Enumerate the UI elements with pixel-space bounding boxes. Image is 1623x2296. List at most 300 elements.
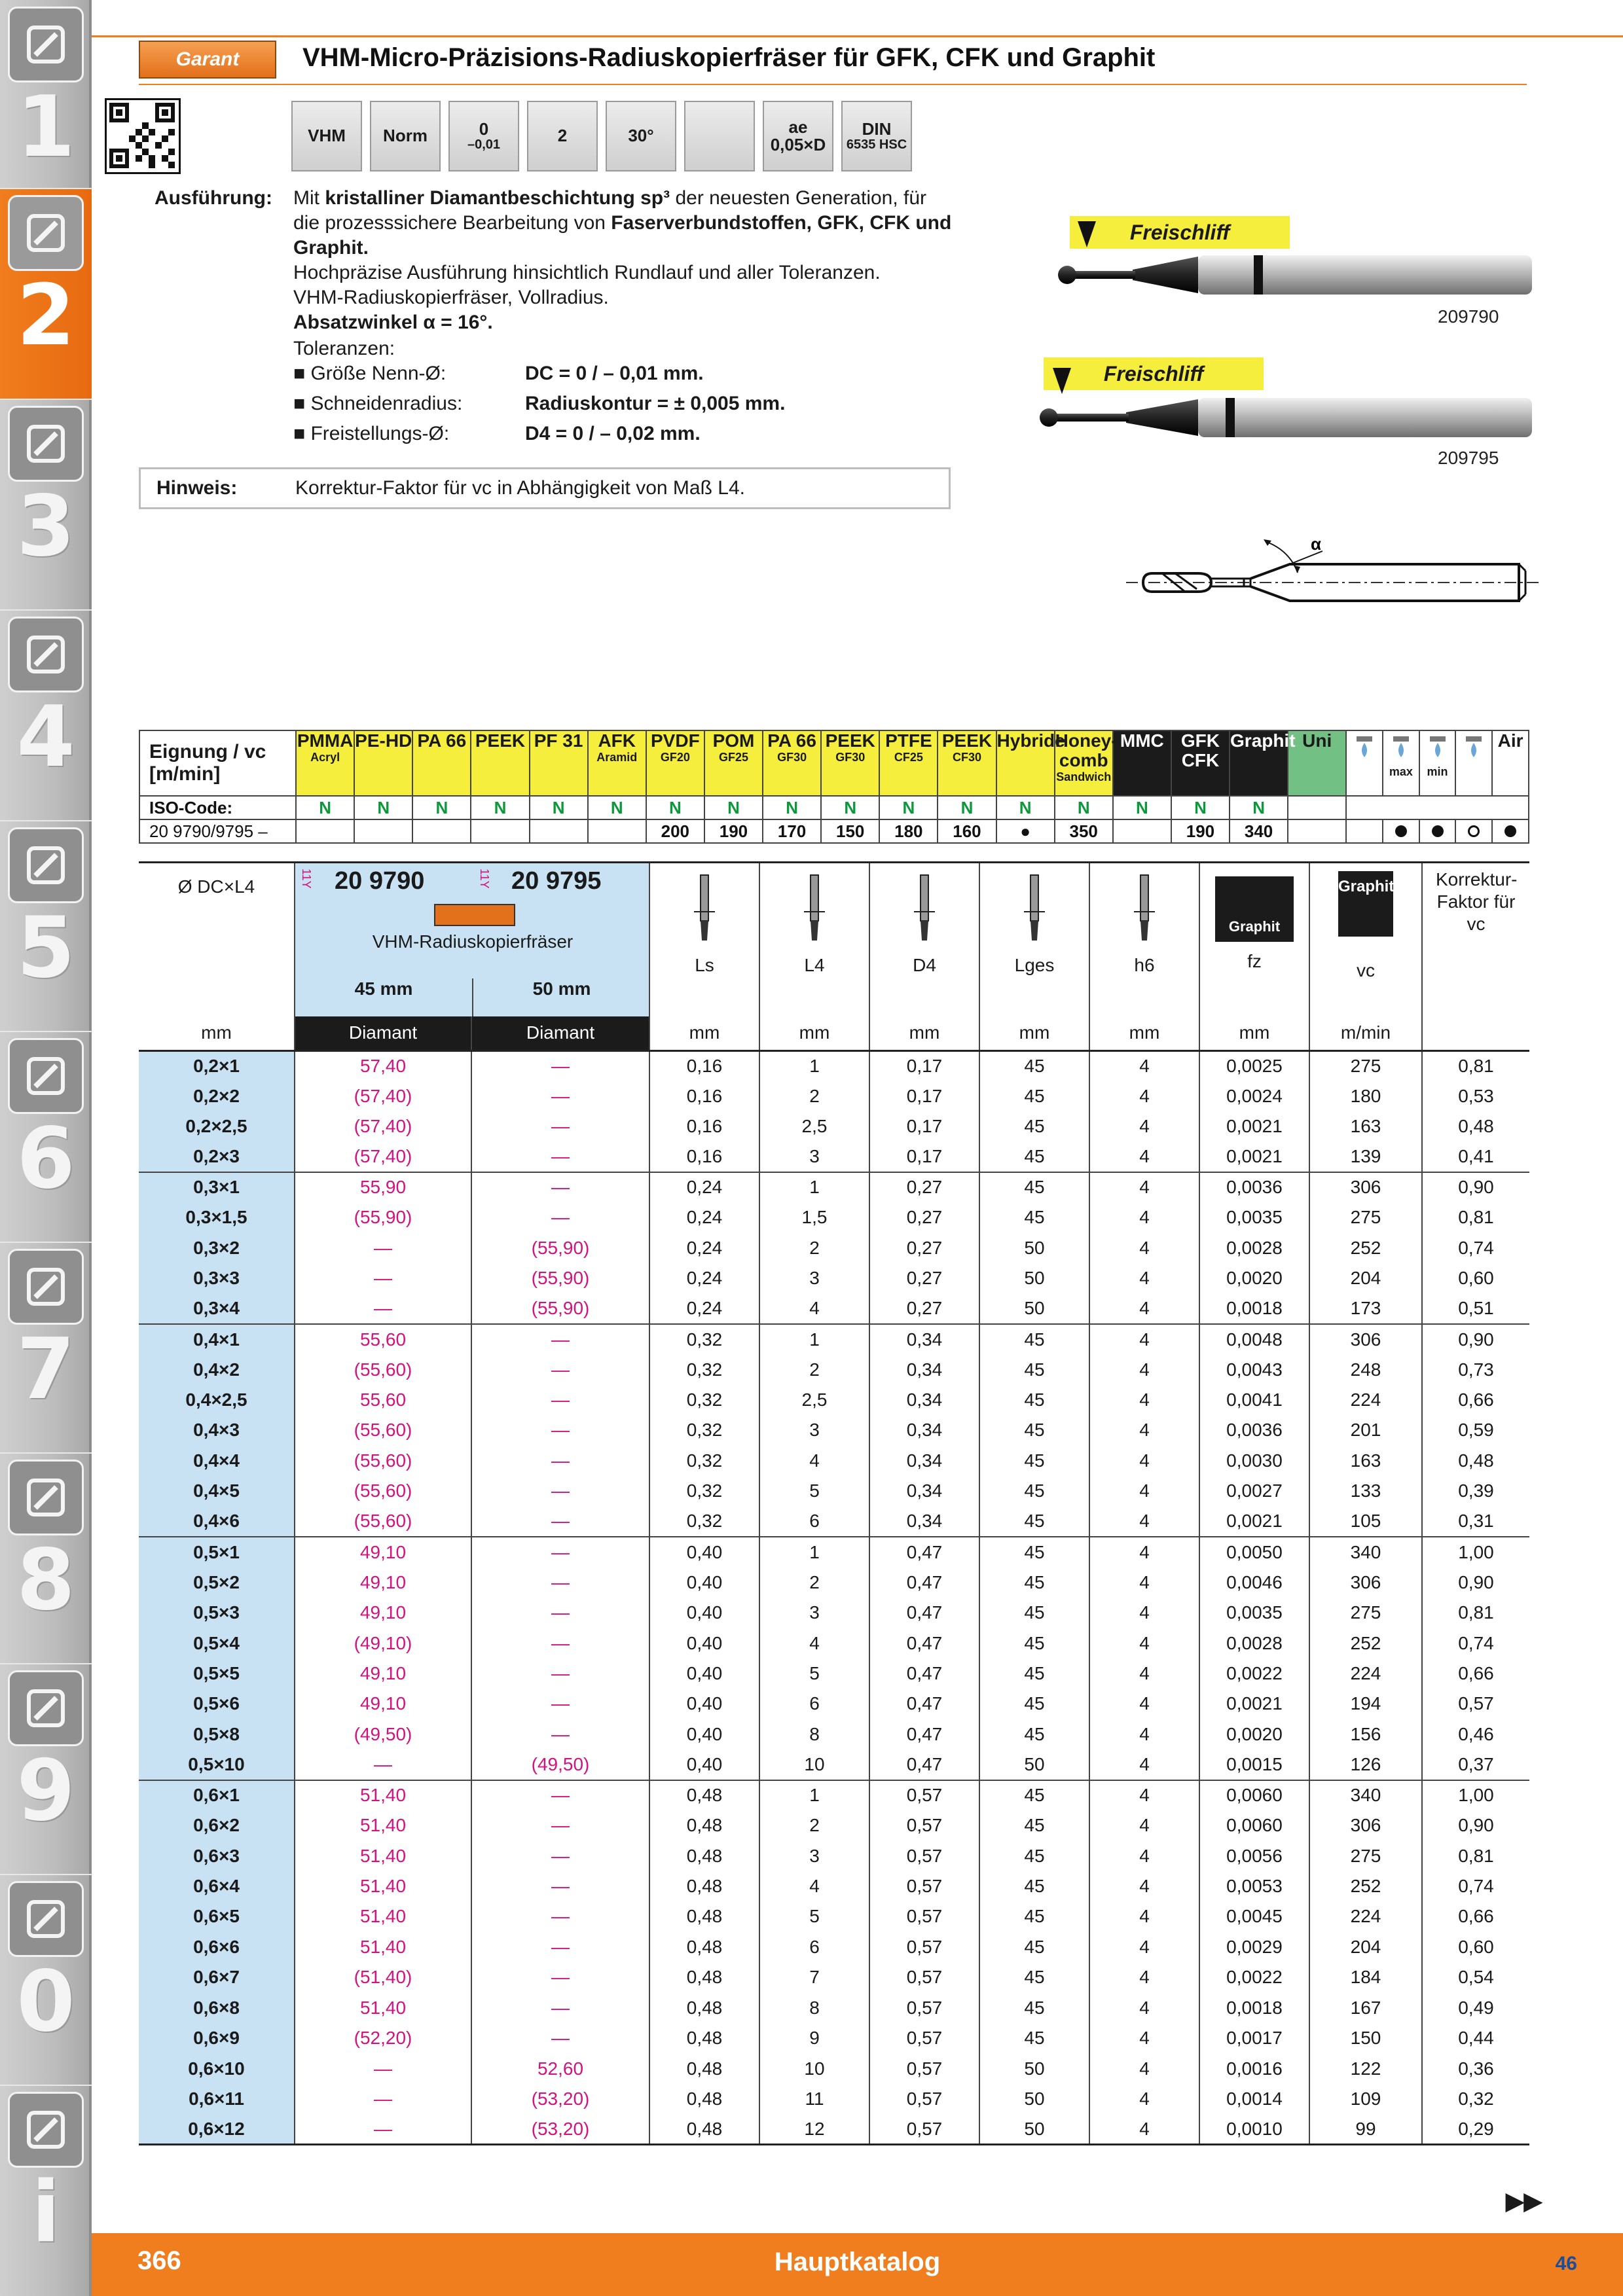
value-cell: 2 — [759, 1567, 869, 1597]
iso-code-cell: N — [938, 796, 996, 819]
value-cell: 4 — [1089, 1689, 1199, 1719]
product-table: Ø DC×L4 11Y 20 9790 11Y 20 9795 VHM-Radiuskopierfräser 45 mm 50 mm Ls L4 D4 Lges h6 Graphit fz Graphit vc Korrektur-Faktor für vc mm Diamant Diamant mm mm mm mm mm mm m/min 0,2×1 57,40 — 0,16 1 0,17 45 4 0,0025 275 0,81 0,2×2 (57,40) — 0,16 2 0,17 45 4 0,0024 180 0,53 0,2×2,5 (57,40) — 0,16 2,5 0,17 45 4 0,0021 163 0,48 0,2×3 (57,40) — 0,16 3 0,17 45 4 0,0021 139 0,41 0,3×1 55,90 — 0,24 1 0,27 45 4 0,0036 306 0,90 0,3×1,5 (55,90) — 0,24 1,5 0,27 45 4 0,0035 275 0,81 0,3×2 — (55,90) 0,24 2 0,27 50 4 0,0028 252 0,74 0,3×3 — (55,90) 0,24 3 0,27 50 4 0,0020 204 0,60 0,3×4 — (55,90) 0,24 4 0,27 50 4 0,0018 173 0,51 0,4×1 55,60 — 0,32 1 0,34 45 4 0,0048 306 0,90 0,4×2 (55,60) — 0,32 2 0,34 45 4 0,0043 248 0,73 0,4×2,5 55,60 — 0,32 2,5 0,34 45 4 0,0041 224 0,66 0,4×3 (55,60) — 0,32 3 0,34 45 4 0,0036 201 0,59 0,4×4 (55,60) — 0,32 4 0,34 45 4 0,0030 163 0,48 0,4×5 (55,60) — 0,32 5 0,34 45 4 0,0027 133 0,39 0,4×6 (55,60) — 0,32 6 0,34 45 4 0,0021 105 0,31 0,5×1 49,10 — 0,40 1 0,47 45 4 0,0050 340 1,00 0,5×2 49,10 — 0,40 2 0,47 45 4 0,0046 306 0,90 0,5×3 49,10 — 0,40 3 0,47 45 4 0,0035 275 0,81 0,5×4 (49,10) — 0,40 4 0,47 45 4 0,0028 252 0,74 0,5×5 49,10 — 0,40 5 0,47 45 4 0,0022 224 0,66 0,5×6 49,10 — 0,40 6 0,47 45 4 0,0021 194 0,57 0,5×8 (49,50) — 0,40 8 0,47 45 4 0,0020 156 0,46 0,5×10 — (49,50) 0,40 10 0,47 50 4 0,0015 126 0,37 0,6×1 51,40 — 0,48 1 0,57 45 4 0,0060 340 1,00 0,6×2 51,40 — 0,48 2 0,57 45 4 0,0060 306 0,90 0,6×3 51,40 — 0,48 3 0,57 45 4 0,0056 275 0,81 0,6×4 51,40 — 0,48 4 0,57 45 4 0,0053 252 0,74 0,6×5 51,40 — 0,48 5 0,57 45 4 0,0045 224 0,66 0,6×6 51,40 — 0,48 6 0,57 45 4 0,0029 204 0,60 0,6×7 (51,40) — 0,48 7 0,57 45 4 0,0022 184 0,54 0,6×8 51,40 — 0,48 8 0,57 45 4 0,0018 167 0,49 0,6×9 (52,20) — 0,48 9 0,57 45 4 0,0017 150 0,44 0,6×10 — 52,60 0,48 10 0,57 50 4 0,0016 122 0,36 0,6×11 — (53,20) 0,48 11 0,57 50 4 0,0014 109 0,32 0,6×12 — (53,20) 0,48 12 0,57 50 4 0,0010 99 0,29 — [139, 861, 1529, 2145]
value-cell: 45 — [979, 1415, 1089, 1445]
hinweis-label: Hinweis: — [156, 477, 238, 499]
hinweis-box — [139, 467, 951, 509]
value-cell: 45 — [979, 1962, 1089, 1992]
iso-code-label: ISO-Code: — [139, 796, 296, 819]
value-cell: 0,16 — [649, 1050, 759, 1081]
dimension-cell: 0,5×6 — [139, 1689, 295, 1719]
value-cell: 126 — [1309, 1749, 1422, 1780]
value-cell: 4 — [1089, 1233, 1199, 1263]
chapter-number: 3 — [16, 478, 75, 575]
value-cell: 0,0030 — [1199, 1446, 1309, 1476]
chapter-tab-5[interactable] — [0, 821, 92, 1031]
price-cell[interactable]: (51,40) — [295, 1962, 471, 1992]
price-cell[interactable]: (55,60) — [295, 1476, 471, 1506]
value-cell: 0,0018 — [1199, 1993, 1309, 2023]
drill-icon — [8, 7, 84, 82]
dimension-cell: 0,4×6 — [139, 1507, 295, 1537]
hinweis-text: Korrektur-Faktor für vc in Abhängigkeit von Maß L4. — [295, 477, 745, 499]
chapter-tab-9[interactable] — [0, 1664, 92, 1874]
value-cell: 0,0029 — [1199, 1932, 1309, 1962]
vc-cell: 340 — [1230, 819, 1288, 843]
table-row — [139, 2023, 1529, 2053]
vc-cell: 350 — [1055, 819, 1113, 843]
value-cell: 1 — [759, 1050, 869, 1081]
dimension-cell: 0,3×3 — [139, 1263, 295, 1293]
dimension-cell: 0,2×1 — [139, 1050, 295, 1081]
iso-code-cell: N — [1230, 796, 1288, 819]
price-cell[interactable]: (49,50) — [295, 1719, 471, 1749]
next-page-arrow-icon[interactable]: ▶▶ — [1506, 2187, 1542, 2214]
dimension-cell: 0,6×7 — [139, 1962, 295, 1992]
value-cell: 0,48 — [649, 1780, 759, 1810]
price-cell[interactable]: (55,60) — [295, 1507, 471, 1537]
price-cell[interactable]: (55,90) — [471, 1263, 649, 1293]
value-cell: 4 — [1089, 1354, 1199, 1384]
vc-cell — [588, 819, 646, 843]
price-cell[interactable]: (49,50) — [471, 1749, 649, 1780]
value-cell: 0,0028 — [1199, 1233, 1309, 1263]
value-cell: 45 — [979, 1993, 1089, 2023]
value-cell: 0,34 — [869, 1415, 979, 1445]
value-cell: 45 — [979, 1111, 1089, 1141]
price-cell[interactable]: 51,40 — [295, 1780, 471, 1810]
value-cell: 201 — [1309, 1415, 1422, 1445]
table-row — [139, 1628, 1529, 1658]
chapter-tab-1[interactable] — [0, 0, 92, 211]
value-cell: 105 — [1309, 1507, 1422, 1537]
coolant-mark — [1492, 819, 1529, 843]
material-header: PE-HD — [354, 730, 412, 796]
value-cell: 0,34 — [869, 1354, 979, 1384]
price-cell[interactable]: 49,10 — [295, 1537, 471, 1567]
price-cell[interactable]: (57,40) — [295, 1111, 471, 1141]
value-cell: 50 — [979, 2084, 1089, 2114]
din-shank-symbol-icon: DIN 6535 HSC — [841, 101, 912, 171]
value-cell: 4 — [1089, 1172, 1199, 1202]
vc-cell — [1113, 819, 1171, 843]
value-cell: 0,57 — [869, 1780, 979, 1810]
value-cell: 0,47 — [869, 1537, 979, 1567]
page-title: VHM-Micro-Präzisions-Radiuskopierfräser für GFK, CFK und Graphit — [302, 43, 1156, 72]
dimension-cell: 0,3×4 — [139, 1294, 295, 1324]
price-cell[interactable]: 55,60 — [295, 1324, 471, 1354]
chapter-number: 8 — [16, 1532, 75, 1629]
dimension-cell: 0,6×6 — [139, 1932, 295, 1962]
value-cell: 0,27 — [869, 1172, 979, 1202]
value-cell: 0,0017 — [1199, 2023, 1309, 2053]
price-cell[interactable]: (49,10) — [295, 1628, 471, 1658]
value-cell: 0,48 — [1458, 1116, 1494, 1137]
value-cell: 0,17 — [869, 1111, 979, 1141]
price-cell: — — [471, 1659, 649, 1689]
coolant-mark — [1383, 819, 1419, 843]
price-cell[interactable]: (55,90) — [295, 1202, 471, 1232]
value-cell: 0,44 — [1458, 2028, 1494, 2049]
value-cell: 306 — [1309, 1567, 1422, 1597]
freischliff-badge-2: Freischliff — [1044, 357, 1264, 390]
price-cell[interactable]: 51,40 — [295, 1993, 471, 2023]
chapter-tab-3[interactable] — [0, 399, 92, 610]
chapter-tab-6[interactable] — [0, 1031, 92, 1242]
price-cell: — — [471, 1172, 649, 1202]
value-cell: 0,24 — [649, 1202, 759, 1232]
value-cell: 45 — [979, 1932, 1089, 1962]
tolerance-symbol-icon: 0 –0,01 — [448, 101, 519, 171]
vc-cell: 190 — [1171, 819, 1230, 843]
value-cell: 4 — [1089, 1659, 1199, 1689]
dimension-cell: 0,6×4 — [139, 1871, 295, 1901]
garant-mini-logo — [434, 904, 515, 926]
value-cell: 4 — [1089, 1415, 1199, 1445]
value-cell: 163 — [1309, 1446, 1422, 1476]
price-cell[interactable]: (53,20) — [471, 2084, 649, 2114]
price-cell: — — [471, 1141, 649, 1172]
price-cell[interactable]: (55,60) — [295, 1354, 471, 1384]
dimension-header: Ø DC×L4 — [139, 863, 295, 1017]
value-cell: 4 — [1089, 2023, 1199, 2053]
value-cell: 0,0016 — [1199, 2053, 1309, 2083]
dimension-cell: 0,3×2 — [139, 1233, 295, 1263]
table-row — [139, 1840, 1529, 1871]
h6-header: h6 — [1089, 863, 1199, 1017]
value-cell: 2,5 — [759, 1111, 869, 1141]
value-cell: 0,40 — [649, 1537, 759, 1567]
value-cell: 45 — [979, 1689, 1089, 1719]
value-cell: 45 — [979, 2023, 1089, 2053]
value-cell: 0,40 — [649, 1628, 759, 1658]
value-cell: 45 — [979, 1050, 1089, 1081]
value-cell: 4 — [1089, 1780, 1199, 1810]
value-cell: 8 — [759, 1719, 869, 1749]
garant-logo: Garant — [139, 41, 276, 79]
value-cell: 45 — [979, 1507, 1089, 1537]
vc-cell: 170 — [763, 819, 821, 843]
value-cell: 6 — [759, 1932, 869, 1962]
tab-divider — [0, 399, 92, 400]
value-cell: 0,47 — [869, 1628, 979, 1658]
chapter-tab-8[interactable] — [0, 1453, 92, 1664]
price-cell[interactable]: (55,90) — [471, 1294, 649, 1324]
tab-divider — [0, 609, 92, 611]
value-cell: 0,74 — [1458, 1876, 1494, 1897]
chapter-number: 2 — [16, 267, 75, 365]
value-cell: 0,57 — [869, 2114, 979, 2144]
value-cell: 10 — [759, 2053, 869, 2083]
value-cell: 173 — [1309, 1294, 1422, 1324]
value-cell: 0,32 — [649, 1476, 759, 1506]
value-cell: 0,27 — [869, 1233, 979, 1263]
price-cell[interactable]: (52,20) — [295, 2023, 471, 2053]
price-cell[interactable]: 52,60 — [471, 2053, 649, 2083]
price-cell[interactable]: 51,40 — [295, 1932, 471, 1962]
value-cell: 0,36 — [1458, 2058, 1494, 2079]
material-header: PA 66 GF30 — [763, 730, 821, 796]
value-cell: 0,16 — [649, 1141, 759, 1172]
value-cell: 0,57 — [869, 1932, 979, 1962]
value-cell: 0,16 — [649, 1081, 759, 1111]
value-cell: 0,32 — [649, 1385, 759, 1415]
table-row — [139, 1354, 1529, 1384]
dimension-cell: 0,4×4 — [139, 1446, 295, 1476]
value-cell: 0,29 — [1422, 2114, 1529, 2144]
value-cell: 0,0022 — [1199, 1962, 1309, 1992]
value-cell: 4 — [1089, 1385, 1199, 1415]
price-cell[interactable]: 55,60 — [295, 1385, 471, 1415]
price-cell: — — [295, 1294, 471, 1324]
value-cell: 0,81 — [1458, 1602, 1494, 1623]
tab-divider — [0, 188, 92, 189]
value-cell: 0,0036 — [1199, 1415, 1309, 1445]
price-cell[interactable]: (57,40) — [295, 1141, 471, 1172]
dimension-cell: 0,5×5 — [139, 1659, 295, 1689]
value-cell: 0,57 — [869, 1901, 979, 1931]
table-row — [139, 1202, 1529, 1232]
dimension-cell: 0,3×1 — [139, 1172, 295, 1202]
value-cell: 0,66 — [1458, 1662, 1494, 1683]
tab-divider — [0, 1242, 92, 1243]
iso-code-cell: N — [412, 796, 471, 819]
price-cell: — — [295, 1749, 471, 1780]
material-header: PVDF GF20 — [646, 730, 704, 796]
chapter-number: 5 — [16, 899, 75, 997]
value-cell: 0,17 — [869, 1081, 979, 1111]
iso-code-cell: N — [1113, 796, 1171, 819]
value-cell: 0,0046 — [1199, 1567, 1309, 1597]
price-cell[interactable]: (55,60) — [295, 1446, 471, 1476]
coolant-mark — [1419, 819, 1456, 843]
price-cell[interactable]: (55,60) — [295, 1415, 471, 1445]
d4-header: D4 — [869, 863, 979, 1017]
value-cell: 0,32 — [1458, 2089, 1494, 2109]
table-row — [139, 1962, 1529, 1992]
value-cell: 0,48 — [649, 1993, 759, 2023]
chapter-number: i — [31, 2164, 60, 2261]
value-cell: 306 — [1309, 1324, 1422, 1354]
value-cell: 4 — [1089, 1081, 1199, 1111]
chapter-number: 9 — [16, 1742, 75, 1840]
chapter-number: 7 — [16, 1321, 75, 1418]
value-cell: 204 — [1309, 1932, 1422, 1962]
price-cell[interactable]: 57,40 — [295, 1050, 471, 1081]
value-cell: 1,00 — [1422, 1537, 1529, 1567]
value-cell: 252 — [1309, 1871, 1422, 1901]
table-row — [139, 1901, 1529, 1931]
iso-code-cell: N — [646, 796, 704, 819]
price-cell[interactable]: 51,40 — [295, 1871, 471, 1901]
value-cell: 45 — [979, 1172, 1089, 1202]
price-cell[interactable]: 55,90 — [295, 1172, 471, 1202]
description-body: Mit kristalliner Diamantbeschichtung sp³ der neuesten Generation, für die prozesssichere Bearbeitung von Faserverbundstoffen, GFK, CFK und Graphit. Hochpräzise Ausführung hinsichtlich Rundlauf und aller Toleranzen. VHM-Radiuskopierfräser, Vollradius. Absatzwinkel α = 16°. Toleranzen: ■ Größe Nenn-Ø: DC = 0 / – 0,01 mm. ■ Schneidenradius: Radiuskontur = ± 0,005 mm. ■ Freistellungs-Ø: D4 = 0 / – 0,02 mm. — [293, 186, 968, 452]
price-cell: — — [471, 1081, 649, 1111]
price-cell[interactable]: 51,40 — [295, 1810, 471, 1840]
value-cell: 0,16 — [649, 1111, 759, 1141]
tool-holder-icon — [8, 406, 84, 482]
value-cell: 0,90 — [1422, 1324, 1529, 1354]
chapter-tab-2[interactable] — [0, 188, 92, 399]
value-cell: 1 — [759, 1172, 869, 1202]
vc-header: Graphit vc — [1309, 863, 1422, 1017]
value-cell: 0,59 — [1458, 1420, 1494, 1441]
value-cell: 0,37 — [1458, 1753, 1494, 1774]
value-cell: 4 — [1089, 2114, 1199, 2144]
material-header: Hybride — [996, 730, 1055, 796]
value-cell: 275 — [1309, 1050, 1422, 1081]
table-row — [139, 1233, 1529, 1263]
value-cell: 0,32 — [649, 1507, 759, 1537]
value-cell: 3 — [759, 1598, 869, 1628]
value-cell: 0,48 — [649, 1901, 759, 1931]
value-cell: 0,57 — [869, 1840, 979, 1871]
coating-diamant-2: Diamant — [471, 1016, 649, 1050]
price-cell: — — [471, 1871, 649, 1901]
price-cell: — — [295, 2053, 471, 2083]
price-cell[interactable]: 49,10 — [295, 1567, 471, 1597]
vc-cell — [354, 819, 412, 843]
tab-divider — [0, 1663, 92, 1664]
price-cell: — — [295, 1233, 471, 1263]
material-header: PF 31 — [530, 730, 588, 796]
value-cell: 163 — [1309, 1111, 1422, 1141]
value-cell: 0,0041 — [1199, 1385, 1309, 1415]
value-cell: 45 — [979, 1202, 1089, 1232]
tool-image-209795 — [1034, 391, 1539, 450]
value-cell: 0,73 — [1458, 1359, 1494, 1380]
value-cell: 0,48 — [649, 2053, 759, 2083]
table-row — [139, 1081, 1529, 1111]
value-cell: 0,90 — [1458, 1571, 1494, 1592]
value-cell: 306 — [1309, 1172, 1422, 1202]
price-cell: — — [471, 1324, 649, 1354]
iso-code-cell — [1288, 796, 1346, 819]
chapter-number: 4 — [16, 689, 75, 786]
dimension-cell: 0,5×8 — [139, 1719, 295, 1749]
price-cell: — — [471, 1628, 649, 1658]
value-cell: 4 — [1089, 1810, 1199, 1840]
iso-code-cell: N — [588, 796, 646, 819]
vc-cell — [1288, 819, 1346, 843]
value-cell: 4 — [1089, 1476, 1199, 1506]
price-cell[interactable]: 49,10 — [295, 1659, 471, 1689]
value-cell: 45 — [979, 1537, 1089, 1567]
value-cell: 0,0018 — [1199, 1294, 1309, 1324]
value-cell: 0,24 — [649, 1294, 759, 1324]
value-cell: 0,17 — [869, 1141, 979, 1172]
triangle-marker-icon — [1053, 368, 1071, 394]
value-cell: 122 — [1309, 2053, 1422, 2083]
price-cell: — — [295, 1263, 471, 1293]
value-cell: 4 — [1089, 1050, 1199, 1081]
value-cell: 0,0021 — [1199, 1141, 1309, 1172]
dimension-cell: 0,6×3 — [139, 1840, 295, 1871]
suitability-table — [139, 730, 1529, 844]
tolerance-item: ■ Freistellungs-Ø: D4 = 0 / – 0,02 mm. — [293, 423, 701, 444]
value-cell: 0,66 — [1458, 1390, 1494, 1410]
value-cell: 0,81 — [1458, 1207, 1494, 1228]
price-cell[interactable]: 51,40 — [295, 1901, 471, 1931]
value-cell: 0,24 — [649, 1172, 759, 1202]
price-cell[interactable]: (57,40) — [295, 1081, 471, 1111]
material-header: Uni — [1288, 730, 1346, 796]
value-cell: 0,0048 — [1199, 1324, 1309, 1354]
value-cell: 0,39 — [1458, 1480, 1494, 1501]
value-cell: 45 — [979, 1598, 1089, 1628]
table-row — [139, 1537, 1529, 1567]
value-cell: 0,41 — [1458, 1146, 1494, 1167]
value-cell: 0,66 — [1458, 1906, 1494, 1927]
value-cell: 4 — [1089, 1111, 1199, 1141]
iso-code-cell: N — [704, 796, 763, 819]
value-cell: 5 — [759, 1901, 869, 1931]
value-cell: 0,48 — [649, 1840, 759, 1871]
value-cell: 50 — [979, 2114, 1089, 2144]
value-cell: 2 — [759, 1810, 869, 1840]
price-cell[interactable]: 51,40 — [295, 1840, 471, 1871]
price-cell[interactable]: 49,10 — [295, 1598, 471, 1628]
price-cell[interactable]: (53,20) — [471, 2114, 649, 2144]
table-row — [139, 1476, 1529, 1506]
iso-code-cell: N — [530, 796, 588, 819]
article-label-209795: 209795 — [1438, 448, 1499, 468]
page-number: 366 — [137, 2246, 181, 2275]
chapter-tab-4[interactable] — [0, 610, 92, 821]
value-cell: 0,47 — [869, 1719, 979, 1749]
table-row — [139, 1932, 1529, 1962]
chapter-tab-0[interactable] — [0, 1874, 92, 2085]
value-cell: 4 — [1089, 1628, 1199, 1658]
safety-goggles-icon — [8, 1881, 84, 1957]
value-cell: 0,0060 — [1199, 1780, 1309, 1810]
chapter-tab-i[interactable] — [0, 2085, 92, 2296]
caliper-icon — [8, 617, 84, 692]
value-cell: 0,74 — [1458, 1237, 1494, 1258]
dimension-cell: 0,6×10 — [139, 2053, 295, 2083]
qr-code-icon[interactable] — [105, 98, 181, 174]
alpha-label: α — [1311, 534, 1321, 554]
coolant-mark — [1455, 819, 1492, 843]
cutting-depth-symbol-icon: ae 0,05×D — [763, 101, 833, 171]
value-cell: 0,57 — [869, 1962, 979, 1992]
value-cell: 0,47 — [869, 1567, 979, 1597]
footer — [92, 2233, 1623, 2296]
price-cell: — — [471, 1993, 649, 2023]
chapter-number: 6 — [16, 1110, 75, 1208]
price-cell[interactable]: 49,10 — [295, 1689, 471, 1719]
value-cell: 6 — [759, 1689, 869, 1719]
type-label: VHM-Radiuskopierfräser — [372, 931, 574, 952]
iso-code-cell: N — [296, 796, 354, 819]
price-cell: — — [471, 1050, 649, 1081]
dry-icon — [1346, 730, 1383, 796]
value-cell: 0,47 — [869, 1659, 979, 1689]
dimension-cell: 0,6×12 — [139, 2114, 295, 2144]
table-row — [139, 1780, 1529, 1810]
value-cell: 184 — [1309, 1962, 1422, 1992]
table-row — [139, 1111, 1529, 1141]
value-cell: 1 — [759, 1324, 869, 1354]
feature-symbols — [291, 101, 912, 171]
value-cell: 0,24 — [649, 1263, 759, 1293]
header-divider — [139, 84, 1527, 85]
iso-code-cell: N — [1055, 796, 1113, 819]
value-cell: 0,34 — [869, 1446, 979, 1476]
chapter-tab-7[interactable] — [0, 1242, 92, 1453]
price-cell[interactable]: (55,90) — [471, 1233, 649, 1263]
value-cell: 133 — [1309, 1476, 1422, 1506]
material-header: PEEK — [471, 730, 529, 796]
